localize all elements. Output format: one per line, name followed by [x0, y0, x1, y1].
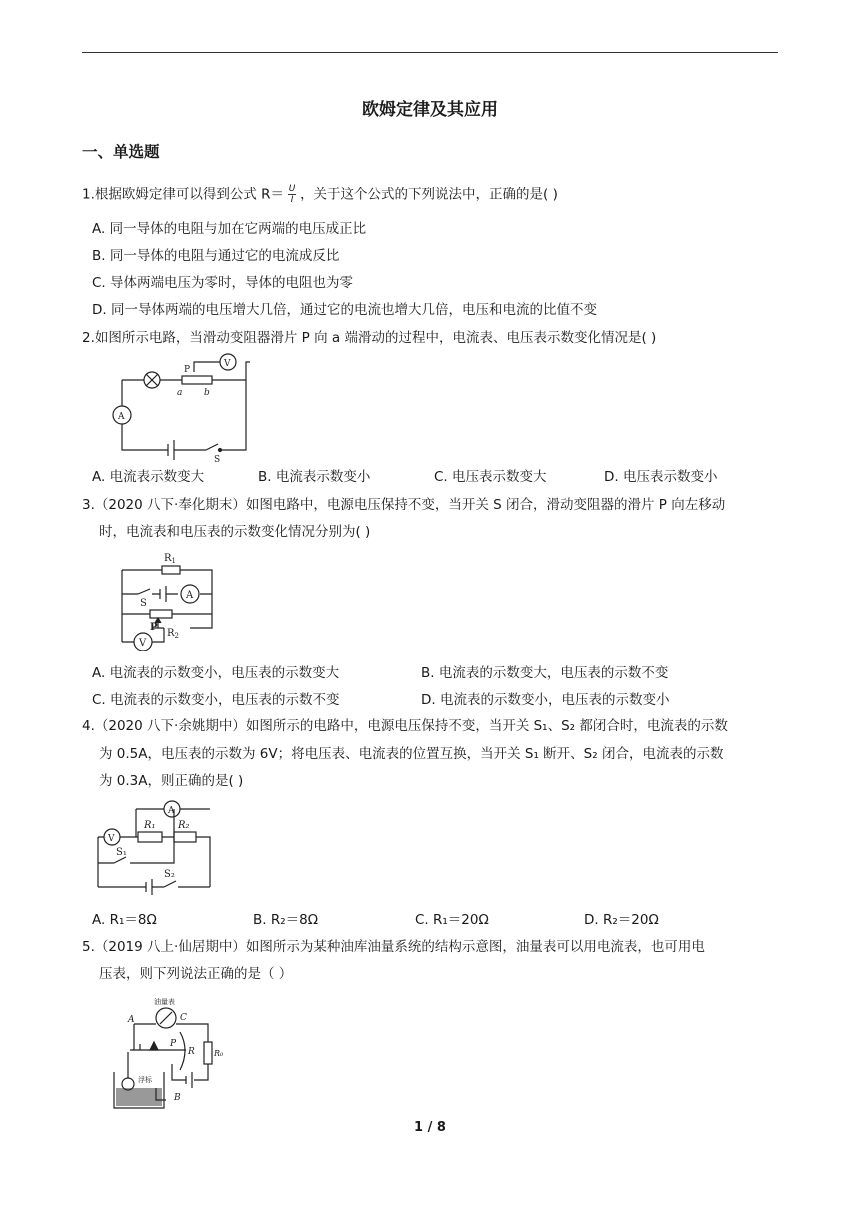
q4-option-b: B. R₂＝8Ω — [253, 912, 319, 928]
q4-r1-label: R₁ — [144, 820, 156, 831]
question-4-line-2: 为 0.5A，电压表的示数为 6V；将电压表、电流表的位置互换，当开关 S₁ 断开、S₂ 闭合，电流表的示数 — [99, 746, 724, 762]
q4-circuit-diagram — [92, 797, 217, 897]
q4-option-c: C. R₁＝20Ω — [415, 912, 489, 928]
q5-gauge-label: 油量表 — [154, 998, 175, 1006]
q2-label-a: a — [177, 388, 183, 398]
q3-p-label: P — [150, 622, 158, 633]
page-number: 1 / 8 — [414, 1120, 446, 1135]
q2-option-b: B. 电流表示数变小 — [258, 469, 371, 485]
q4-s1-label: S₁ — [116, 847, 127, 858]
q2-switch-label: S — [214, 455, 221, 465]
q1-option-d: D. 同一导体两端的电压增大几倍，通过它的电流也增大几倍，电压和电流的比值不变 — [92, 302, 597, 318]
q5-float-label: 浮标 — [138, 1076, 152, 1084]
q2-label-b: b — [204, 388, 210, 398]
question-2: 2.如图所示电路，当滑动变阻器滑片 P 向 a 端滑动的过程中，电流表、电压表示数变化情况是( ) — [82, 330, 657, 346]
q2-ammeter-label: A — [118, 412, 125, 422]
q3-circuit-diagram — [112, 546, 224, 651]
question-1-text-after: ，关于这个公式的下列说法中，正确的是( ) — [300, 186, 558, 203]
q5-label-p: P — [170, 1039, 177, 1049]
header-rule — [82, 52, 778, 53]
document-title: 欧姆定律及其应用 — [362, 100, 498, 120]
q2-voltmeter-label: V — [224, 359, 231, 369]
q4-ammeter-label: A — [168, 806, 175, 816]
question-5-line-1: 5.（2019 八上·仙居期中）如图所示为某种油库油量系统的结构示意图，油量表可以用电流表，也可用电 — [82, 939, 705, 955]
q5-label-r: R — [188, 1047, 195, 1057]
q3-voltmeter-label: V — [139, 638, 147, 649]
q3-r1-label: $R_1$ — [164, 553, 176, 565]
question-1 — [82, 184, 782, 205]
question-4-line-1: 4.（2020 八下·余姚期中）如图所示的电路中，电源电压保持不变，当开关 S₁、S₂ 都闭合时，电流表的示数 — [82, 718, 728, 734]
q3-option-d: D. 电流表的示数变小，电压表的示数变小 — [421, 692, 670, 708]
q1-option-a: A. 同一导体的电阻与加在它两端的电压成正比 — [92, 221, 367, 237]
q3-switch-label: S — [140, 598, 147, 609]
q3-option-b: B. 电流表的示数变大，电压表的示数不变 — [421, 665, 669, 681]
fraction-numerator: U — [288, 184, 296, 194]
q3-ammeter-label: A — [186, 590, 194, 601]
q4-option-d: D. R₂＝20Ω — [584, 912, 659, 928]
q1-option-b: B. 同一导体的电阻与通过它的电流成反比 — [92, 248, 340, 264]
q4-option-a: A. R₁＝8Ω — [92, 912, 157, 928]
question-3-line-1: 3.（2020 八下·奉化期末）如图电路中，电源电压保持不变，当开关 S 闭合，滑动变阻器的滑片 P 向左移动 — [82, 497, 726, 513]
q5-label-b: B — [174, 1093, 181, 1103]
q5-label-c: C — [180, 1013, 187, 1023]
q5-label-r0: R₀ — [214, 1049, 224, 1058]
q2-option-c: C. 电压表示数变大 — [434, 469, 547, 485]
formula-fraction — [288, 184, 296, 205]
question-1-text-before: 1.根据欧姆定律可以得到公式 R＝ — [82, 186, 285, 203]
q3-option-c: C. 电流表的示数变小，电压表的示数不变 — [92, 692, 340, 708]
question-3-line-2: 时，电流表和电压表的示数变化情况分别为( ) — [99, 524, 371, 540]
q4-r2-label: R₂ — [178, 820, 190, 831]
question-5-line-2: 压表，则下列说法正确的是（ ） — [99, 966, 293, 982]
q4-voltmeter-label: V — [108, 834, 115, 844]
q3-r2-label: $R_2$ — [167, 628, 179, 640]
q5-oil-gauge-diagram — [110, 992, 230, 1112]
section-heading: 一、单选题 — [82, 143, 160, 161]
q1-option-c: C. 导体两端电压为零时，导体的电阻也为零 — [92, 275, 354, 291]
q2-circuit-diagram — [108, 350, 258, 465]
q2-option-d: D. 电压表示数变小 — [604, 469, 718, 485]
q4-s2-label: S₂ — [164, 869, 175, 880]
question-4-line-3: 为 0.3A，则正确的是( ) — [99, 773, 244, 789]
q2-label-p: P — [184, 365, 191, 375]
q3-option-a: A. 电流表的示数变小，电压表的示数变大 — [92, 665, 340, 681]
fraction-denominator: I — [290, 195, 294, 205]
q5-label-a: A — [128, 1015, 135, 1025]
q2-option-a: A. 电流表示数变大 — [92, 469, 205, 485]
